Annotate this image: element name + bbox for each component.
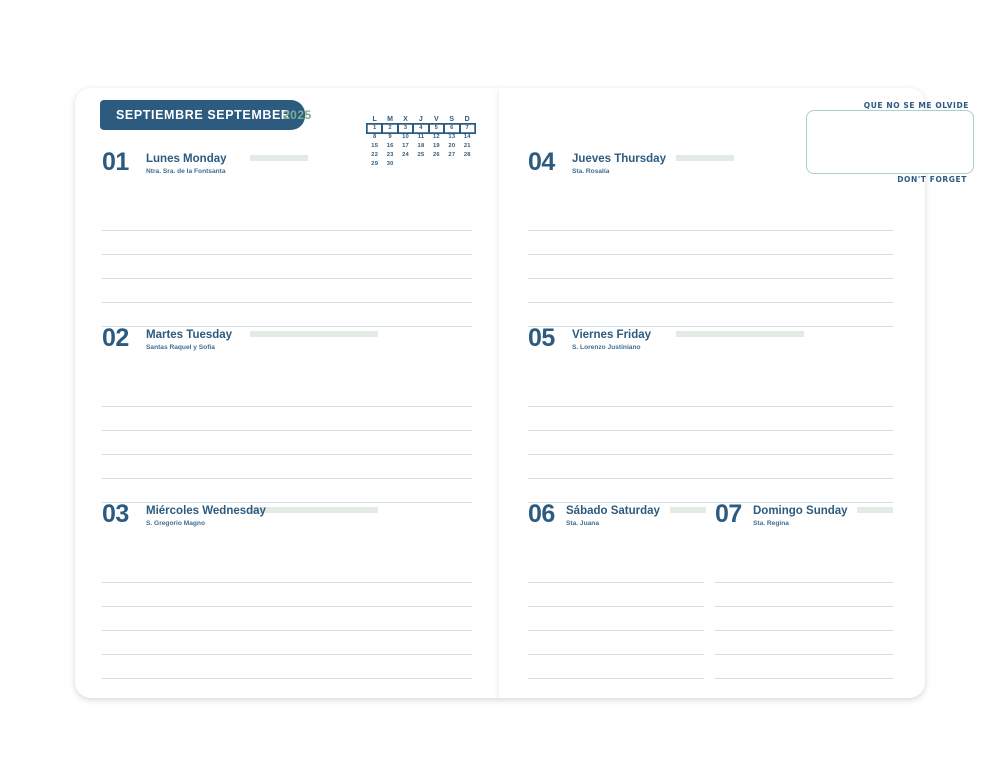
writing-line[interactable] <box>528 502 893 503</box>
day-saint: Sta. Rosalía <box>572 168 610 175</box>
day-name: Sábado Saturday <box>566 505 660 517</box>
mini-calendar-day: 24 <box>402 151 409 158</box>
writing-line[interactable] <box>715 678 893 679</box>
writing-line[interactable] <box>102 678 472 679</box>
weekday-header: S <box>449 116 455 123</box>
mini-calendar <box>367 116 477 169</box>
mini-calendar-day: 20 <box>448 142 456 149</box>
day-name: Viernes Friday <box>572 329 652 341</box>
writing-line[interactable] <box>102 278 472 279</box>
day-name-bar <box>250 507 378 513</box>
writing-line[interactable] <box>102 430 472 431</box>
writing-line[interactable] <box>528 678 704 679</box>
writing-line[interactable] <box>528 406 893 407</box>
day-number: 03 <box>102 500 129 528</box>
mini-calendar-day: 2 <box>382 124 397 133</box>
day-number: 01 <box>102 148 129 176</box>
mini-calendar-day: 29 <box>371 160 379 167</box>
mini-calendar-day: 26 <box>432 151 440 158</box>
writing-line[interactable] <box>528 606 704 607</box>
writing-line[interactable] <box>102 302 472 303</box>
day-name: Lunes Monday <box>146 153 227 165</box>
mini-calendar-day: 25 <box>417 151 425 158</box>
writing-line[interactable] <box>528 278 893 279</box>
dont-forget-top-label: QUE NO SE ME OLVIDE <box>863 101 969 110</box>
mini-calendar-week <box>367 133 475 142</box>
planner-spread <box>75 88 969 698</box>
mini-calendar-day: 1 <box>367 124 382 133</box>
year-label: 2025 <box>283 108 312 122</box>
day-name: Miércoles Wednesday <box>146 505 266 517</box>
mini-calendar-day: 19 <box>432 142 440 149</box>
writing-line[interactable] <box>102 406 472 407</box>
mini-calendar-day: 9 <box>388 133 392 140</box>
mini-calendar-day <box>460 160 475 169</box>
writing-line[interactable] <box>715 630 893 631</box>
day-number: 04 <box>528 148 555 176</box>
mini-calendar-day: 8 <box>372 133 377 140</box>
day-saint: Sta. Regina <box>753 520 789 527</box>
dont-forget-box[interactable] <box>806 101 974 184</box>
writing-line[interactable] <box>102 582 472 583</box>
page-gutter <box>499 88 502 698</box>
right-page <box>500 88 969 698</box>
weekday-header: V <box>433 116 439 123</box>
day-name-bar <box>676 155 734 161</box>
weekday-header: X <box>403 116 408 123</box>
mini-calendar-day: 10 <box>402 133 409 140</box>
mini-calendar-day: 3 <box>398 124 413 133</box>
day-name-bar <box>670 507 706 513</box>
mini-calendar-day: 15 <box>371 142 379 149</box>
mini-calendar-day: 18 <box>417 142 425 149</box>
writing-line[interactable] <box>528 302 893 303</box>
mini-calendar-day: 12 <box>432 133 440 140</box>
mini-calendar-day <box>444 160 459 169</box>
writing-line[interactable] <box>102 454 472 455</box>
writing-lines[interactable] <box>528 544 704 664</box>
writing-line[interactable] <box>528 654 704 655</box>
mini-calendar-week <box>367 124 475 133</box>
day-saint: S. Lorenzo Justiniano <box>572 344 641 351</box>
writing-line[interactable] <box>528 582 704 583</box>
day-name: Jueves Thursday <box>572 153 666 165</box>
mini-calendar-day: 17 <box>402 142 409 149</box>
mini-calendar-day: 14 <box>463 133 471 140</box>
writing-line[interactable] <box>102 502 472 503</box>
writing-line[interactable] <box>715 654 893 655</box>
mini-calendar-week <box>367 142 475 151</box>
writing-line[interactable] <box>528 254 893 255</box>
day-saint: Ntra. Sra. de la Fontsanta <box>146 168 226 175</box>
weekday-header: M <box>387 116 394 123</box>
writing-lines[interactable] <box>102 544 472 664</box>
mini-calendar-day: 11 <box>417 133 425 140</box>
weekday-header: J <box>418 116 424 123</box>
mini-calendar-day <box>429 160 444 169</box>
dont-forget-bottom-label: DON'T FORGET <box>897 175 967 184</box>
writing-lines[interactable] <box>715 544 893 664</box>
day-name-bar <box>676 331 804 337</box>
writing-lines[interactable] <box>102 368 472 488</box>
day-saint: Santas Raquel y Sofía <box>146 344 215 351</box>
writing-lines[interactable] <box>528 368 893 488</box>
weekday-header: L <box>372 116 377 123</box>
writing-line[interactable] <box>102 478 472 479</box>
writing-line[interactable] <box>102 326 472 327</box>
day-saint: S. Gregorio Magno <box>146 520 205 527</box>
writing-line[interactable] <box>528 230 893 231</box>
day-name-bar <box>250 155 308 161</box>
mini-calendar-day: 16 <box>386 142 394 149</box>
mini-calendar-day: 22 <box>371 151 379 158</box>
day-name: Martes Tuesday <box>146 329 233 341</box>
writing-line[interactable] <box>528 430 893 431</box>
mini-calendar-day: 5 <box>429 124 444 133</box>
writing-line[interactable] <box>528 326 893 327</box>
mini-calendar-day: 6 <box>444 124 459 133</box>
mini-calendar-day: 13 <box>448 133 456 140</box>
day-number: 06 <box>528 500 555 528</box>
left-page <box>75 88 500 698</box>
mini-calendar-header-row <box>367 116 475 124</box>
mini-calendar-day <box>398 160 413 169</box>
writing-line[interactable] <box>715 606 893 607</box>
day-number: 02 <box>102 324 129 352</box>
writing-line[interactable] <box>102 654 472 655</box>
writing-line[interactable] <box>102 254 472 255</box>
mini-calendar-day <box>413 160 428 169</box>
mini-calendar-day: 21 <box>463 142 471 149</box>
day-name-bar <box>857 507 893 513</box>
mini-calendar-day: 28 <box>463 151 471 158</box>
day-name-bar <box>250 331 378 337</box>
writing-lines[interactable] <box>528 192 893 312</box>
mini-calendar-day: 27 <box>448 151 456 158</box>
weekday-header: D <box>464 116 470 123</box>
writing-line[interactable] <box>528 478 893 479</box>
mini-calendar-week <box>367 151 475 160</box>
writing-line[interactable] <box>102 606 472 607</box>
writing-lines[interactable] <box>102 192 472 312</box>
mini-calendar-week <box>367 160 475 169</box>
day-name: Domingo Sunday <box>753 505 848 517</box>
mini-calendar-day: 7 <box>460 124 475 133</box>
writing-line[interactable] <box>715 582 893 583</box>
writing-line[interactable] <box>528 630 704 631</box>
mini-calendar-day: 4 <box>413 124 428 133</box>
writing-line[interactable] <box>102 630 472 631</box>
mini-calendar-day: 23 <box>386 151 394 158</box>
day-saint: Sta. Juana <box>566 520 599 527</box>
mini-calendar-day: 30 <box>386 160 394 167</box>
day-number: 05 <box>528 324 555 352</box>
writing-line[interactable] <box>102 230 472 231</box>
month-tab: SEPTIEMBRE SEPTEMBER <box>100 100 305 130</box>
writing-line[interactable] <box>528 454 893 455</box>
day-number: 07 <box>715 500 742 528</box>
